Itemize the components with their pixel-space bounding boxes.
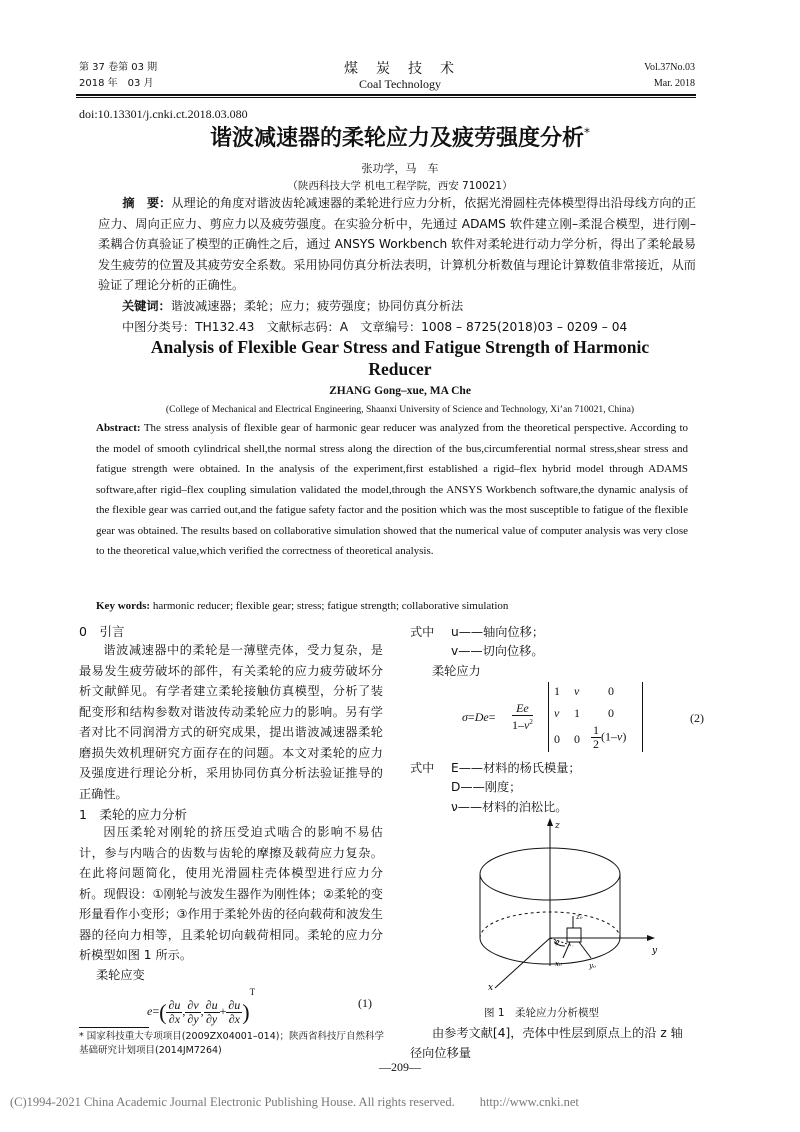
keywords-en: Key words: harmonic reducer; flexible gear; stress; fatigue strength; collaborative simulation <box>96 600 509 612</box>
paper-title-en: Analysis of Flexible Gear Stress and Fatigue Strength of Harmonic Reducer <box>150 337 650 379</box>
keywords-cn: 关键词：谐波减速器；柔轮；应力；疲劳强度；协同仿真分析法 <box>122 299 464 313</box>
where-label-1: 式中 <box>410 625 435 639</box>
header-date-en: Mar. 2018 <box>653 78 695 89</box>
def-D: D——刚度； <box>451 780 522 794</box>
affiliation-cn: （陕西科技大学 机电工程学院，西安 710021） <box>287 180 513 192</box>
label-phi: φ <box>554 938 559 946</box>
def-u: u——轴向位移； <box>451 625 545 639</box>
header-date: 2018 年 03 月 <box>79 78 154 89</box>
copyright-line: (C)1994-2021 China Academic Journal Electronic Publishing House. All rights reserved. http://www.cnki.net <box>10 1095 579 1109</box>
label-z0: z₀ <box>576 913 583 921</box>
def-E: E——材料的杨氏模量； <box>451 761 581 775</box>
header-rule-thin <box>76 97 696 98</box>
figure-1-caption: 图 1 柔轮应力分析模型 <box>484 1007 600 1019</box>
label-x: x <box>488 983 494 993</box>
header-rule <box>76 94 696 96</box>
equation-2: σ=De= $\frac{Ee}{1-\nu^2}$ 1 ν 0 ν 1 0 0 0 $\frac{1}{2}$ (1–ν) <box>462 682 662 754</box>
abstract-en: Abstract: The stress analysis of flexible gear of harmonic gear reducer was analyzed from the theoretical perspective. According to the model of smooth cylindrical shell,the normal stress along the direction of the bus,circumferential normal stress,shear stress and fatigue strength were obtained. In the analysis of the experiment,first established a rigid–flex hybrid model through ADAMS software,after rigid–flex coupling simulation validated the model,through the ANSYS Workbench software,the dynamic analysis of the flexible gear was carried out,and the fatigue safety factor and the position which was the most susceptible to fatigue of the flexible gear was obtained. The results based on collaborative simulation showed that the numerical value of computer analysis was very close to the theoretical value,which verified the correctness of theoretical analysis. <box>96 422 688 557</box>
page-number: —209— <box>379 1060 421 1074</box>
after-figure-text-2: 径向位移量 <box>410 1046 471 1060</box>
footnote-rule <box>79 1027 149 1028</box>
y-arrow <box>647 935 655 941</box>
header-volume: 第 37 卷第 03 期 <box>79 62 158 73</box>
where-label-2: 式中 <box>410 761 435 775</box>
shell-element <box>567 928 581 942</box>
equation-1: e=( $\frac{\partial u}{\partial x}$ , $\frac{\partial v}{\partial y}$ , $\frac{\partial u}{\partial y}$ + $\frac{\partial u}{\partial x}$ )$^T$ <box>147 987 256 1026</box>
label-y0: y₀ <box>589 962 596 970</box>
abstract-cn: 摘 要：从理论的角度对谐波齿轮减速器的柔轮进行应力分析，依据光滑圆柱壳体模型得出沿母线方向的正应力、周向正应力、剪应力以及疲劳强度。在实验分析中，先通过 ADAMS 软件建立刚–柔混合模型，进行刚–柔耦合仿真验证了模型的正确性之后，通过 ANSYS Workbench 软件对柔轮进行动力学分析，得出了柔轮最易发生疲劳的位置及其疲劳安全系数。采用协同仿真分析法表明，计算机分析数值与理论计算数值非常接近，从而验证了理论分析的正确性。 <box>98 196 697 292</box>
label-z: z <box>555 821 560 831</box>
x0-axis <box>563 942 570 958</box>
section-1-title: 1 柔轮的应力分析 <box>79 807 187 822</box>
figure-1-cylinder <box>455 818 665 998</box>
affiliation-en: (College of Mechanical and Electrical Engineering, Shaanxi University of Science and Technology, Xi’an 710021, China) <box>165 404 635 415</box>
header-volume-en: Vol.37No.03 <box>644 62 695 73</box>
doi: doi:10.13301/j.cnki.ct.2018.03.080 <box>79 107 248 121</box>
strain-label: 柔轮应变 <box>96 968 145 982</box>
equation-2-number: (2) <box>690 711 704 725</box>
paper-title-cn: 谐波减速器的柔轮应力及疲劳强度分析* <box>209 125 590 151</box>
after-figure-text-1: 由参考文献[4]，壳体中性层到原点上的沿 z 轴 <box>432 1026 683 1040</box>
journal-title-cn: 煤 炭 技 术 <box>344 61 456 77</box>
label-x0: x₀ <box>555 960 562 968</box>
footnote: * 国家科技重大专项项目(2009ZX04001–014)；陕西省科技厅自然科学基础研究计划项目(2014JM7264) <box>79 1031 384 1056</box>
authors-cn: 张功学，马 车 <box>361 162 439 175</box>
section-0-text: 谐波减速器中的柔轮是一薄壁壳体，受力复杂，是最易发生疲劳破坏的部件，有关柔轮的应力疲劳破坏分析文献鲜见。有学者建立柔轮接触仿真模型，分析了装配变形和结构参数对谐波传动柔轮应力的影响。另有学者对比不同润滑方式的研究成果，提出谐波减速器柔轮磨损失效机理研究方面存在的问题。本文对柔轮的应力及强度进行理论分析，采用协同仿真分析法验证推导的正确性。 <box>79 643 383 801</box>
section-1-text: 因压柔轮对刚轮的挤压受迫式啮合的影响不易估计，参与内啮合的齿数与齿轮的摩擦及载荷应力复杂。在此将问题简化，使用光滑圆柱壳体模型进行应力分析。现假设：①刚轮与波发生器作为刚性体；②柔轮的变形量看作小变形；③作用于柔轮外齿的径向载荷和波发生器的径向力相等，且柔轮切向载荷相同。柔轮的应力分析模型如图 1 所示。 <box>79 825 383 962</box>
journal-title-en: Coal Technology <box>359 77 441 91</box>
z-arrow <box>547 818 553 826</box>
def-nu: ν——材料的泊松比。 <box>451 800 568 814</box>
stress-label: 柔轮应力 <box>432 664 481 678</box>
section-0-title: 0 引言 <box>79 624 125 639</box>
y0-axis <box>579 942 591 958</box>
def-v: v——切向位移。 <box>451 644 544 658</box>
classification-cn: 中图分类号：TH132.43 文献标志码：A 文章编号：1008 – 8725(2018)03 – 0209 – 04 <box>122 320 628 334</box>
label-y: y <box>652 946 658 956</box>
equation-1-number: (1) <box>358 996 372 1010</box>
authors-en: ZHANG Gong–xue, MA Che <box>329 385 471 397</box>
x-axis <box>495 938 550 988</box>
